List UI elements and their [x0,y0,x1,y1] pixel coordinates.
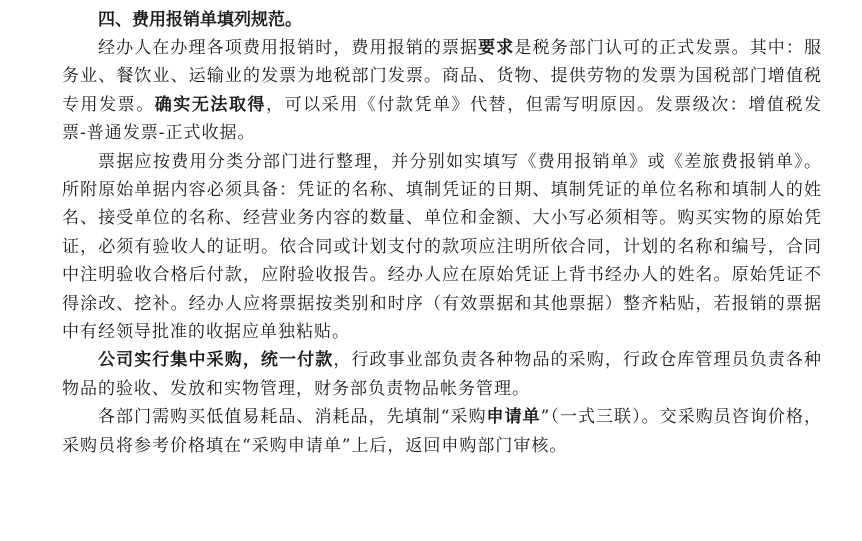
text-run: ”（一式三联）。交采购员咨询价格，采购员将参考价格填在“采购申请单”上后，返回申购部门审核。 [62,407,822,456]
bold-text-run: 申请单 [486,407,541,428]
document-page [62,6,822,460]
text-run: 经办人在办理各项费用报销时，费用报销的票据 [98,38,479,58]
text-run: 各部门需购买低值易耗品、消耗品，先填制“采购 [98,407,487,428]
paragraph-receipt-organization [62,148,822,347]
bold-text-run: 要求 [478,38,515,58]
paragraph-centralized-purchasing [62,346,822,403]
text-run: ，可以采用《付款凭单》代替，但需写明原因。发票级次：增值税发票-普通发票-正式收据。 [62,94,823,144]
document-body [62,34,822,460]
bold-text-run: 公司实行集中采购，统一付款 [98,350,334,371]
text-run: 票据应按费用分类分部门进行整理，并分别如实填写《费用报销单》或《差旅费报销单》。所附原始单据内容必须具备：凭证的名称、填制凭证的日期、填制凭证的单位名称和填制人的姓名、接受单位的名称、经营业务内容的数量、单位和金额、大小写必须相等。购买实物的原始凭证，必须有验收人的证明。依合同或计划支付的款项应注明所依合同，计划的名称和编号，合同中注明验收合格后付款，应附验收报告。经办人应在原始凭证上背书经办人的姓名。原始凭证不得涂改、挖补。经办人应将票据按类别和时序（有效票据和其他票据）整齐粘贴，若报销的票据中有经领导批准的收据应单独粘贴。 [62,151,822,343]
section-heading: 四、费用报销单填列规范。 [98,10,302,30]
paragraph-purchase-request [62,403,822,460]
text-run: 是税务部门认可的正式发票。其中：服务业、餐饮业、运输业的发票为地税部门发票。商品、货物、提供劳物的发票为国税部门增值税专用发票。 [62,38,823,115]
paragraph-invoice-requirements [62,34,822,148]
bold-text-run: 确实无法取得 [154,94,267,115]
text-run: ，行政事业部负责各种物品的采购，行政仓库管理员负责各种物品的验收、发放和实物管理，财务部负责物品帐务管理。 [62,350,823,399]
